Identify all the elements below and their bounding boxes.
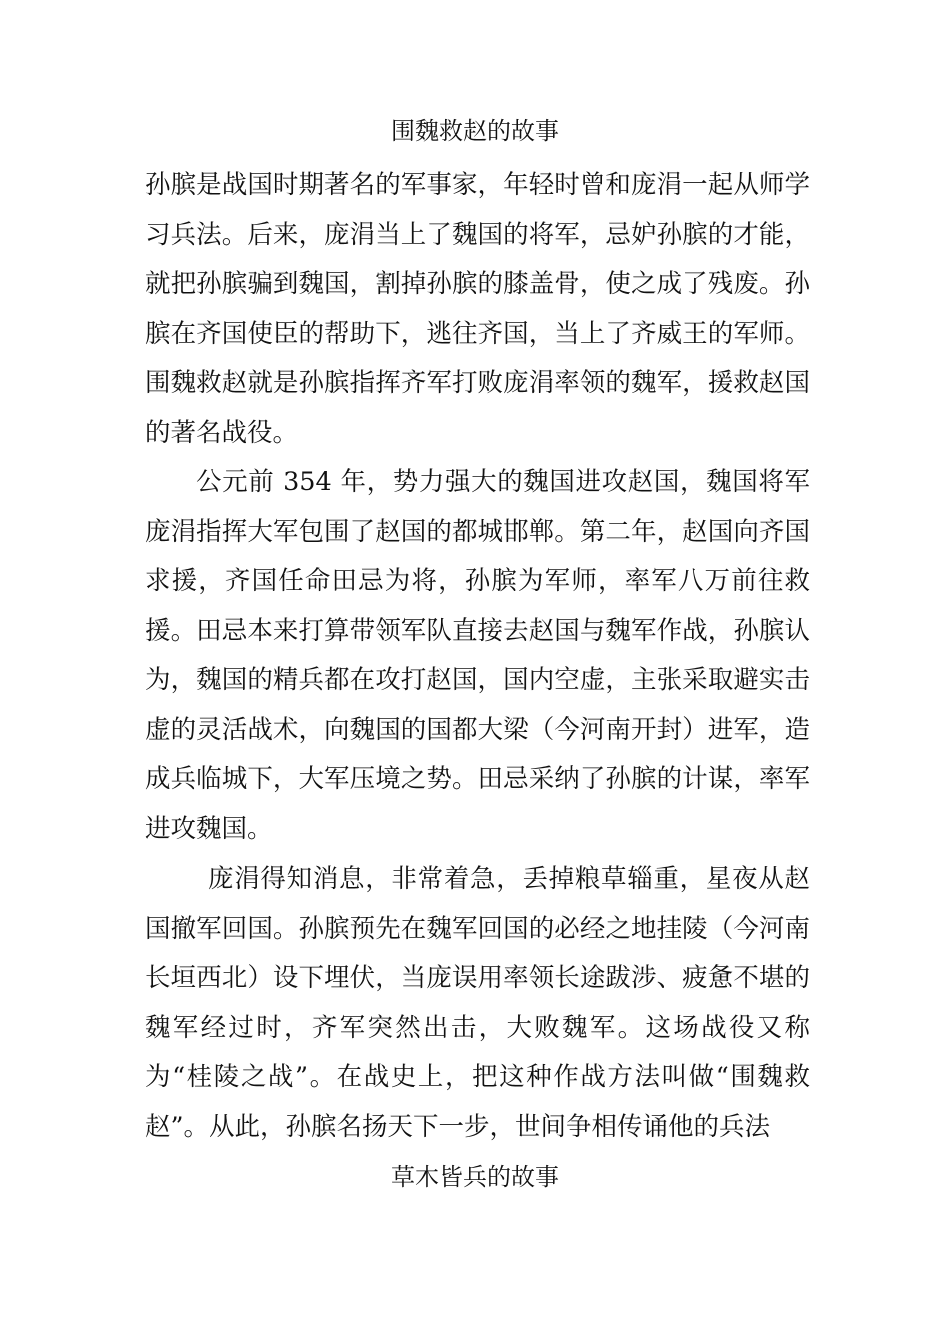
paragraph-3: 庞涓得知消息，非常着急，丢掉粮草辎重，星夜从赵国撤军回国。孙膑预先在魏军回国的必经之地挂陵（今河南长垣西北）设下埋伏，当庞误用率领长途跋涉、疲惫不堪的魏军经过时，齐军突然出击，大败魏军。这场战役又称为“桂陵之战”。在战史上，把这种作战方法叫做“围魏救赵”。从此，孙膑名扬天下一步，世间争相传诵他的兵法 (145, 864, 810, 1142)
story-title-caomu-jiebing: 草木皆兵的故事 (391, 1163, 559, 1191)
story-title-weiwei-jiuzhao: 围魏救赵的故事 (391, 117, 559, 145)
paragraph-2: 公元前 354 年，势力强大的魏国进攻赵国，魏国将军庞涓指挥大军包围了赵国的都城邯郸。第二年，赵国向齐国求援，齐国任命田忌为将，孙膑为军师，率军八万前往救援。田忌本来打算带领军队直接去赵国与魏军作战，孙膑认为，魏国的精兵都在攻打赵国，国内空虚，主张采取避实击虚的灵活战术，向魏国的国都大梁（今河南开封）进军，造成兵临城下，大军压境之势。田忌采纳了孙膑的计谋，率军进攻魏国。 (145, 467, 810, 844)
paragraph-1: 孙膑是战国时期著名的军事家，年轻时曾和庞涓一起从师学习兵法。后来，庞涓当上了魏国的将军，忌妒孙膑的才能，就把孙膑骗到魏国，割掉孙膑的膝盖骨，使之成了残废。孙膑在齐国使臣的帮助下，逃往齐国，当上了齐威王的军师。围魏救赵就是孙膑指挥齐军打败庞涓率领的魏军，援救赵国的著名战役。 (145, 170, 810, 448)
